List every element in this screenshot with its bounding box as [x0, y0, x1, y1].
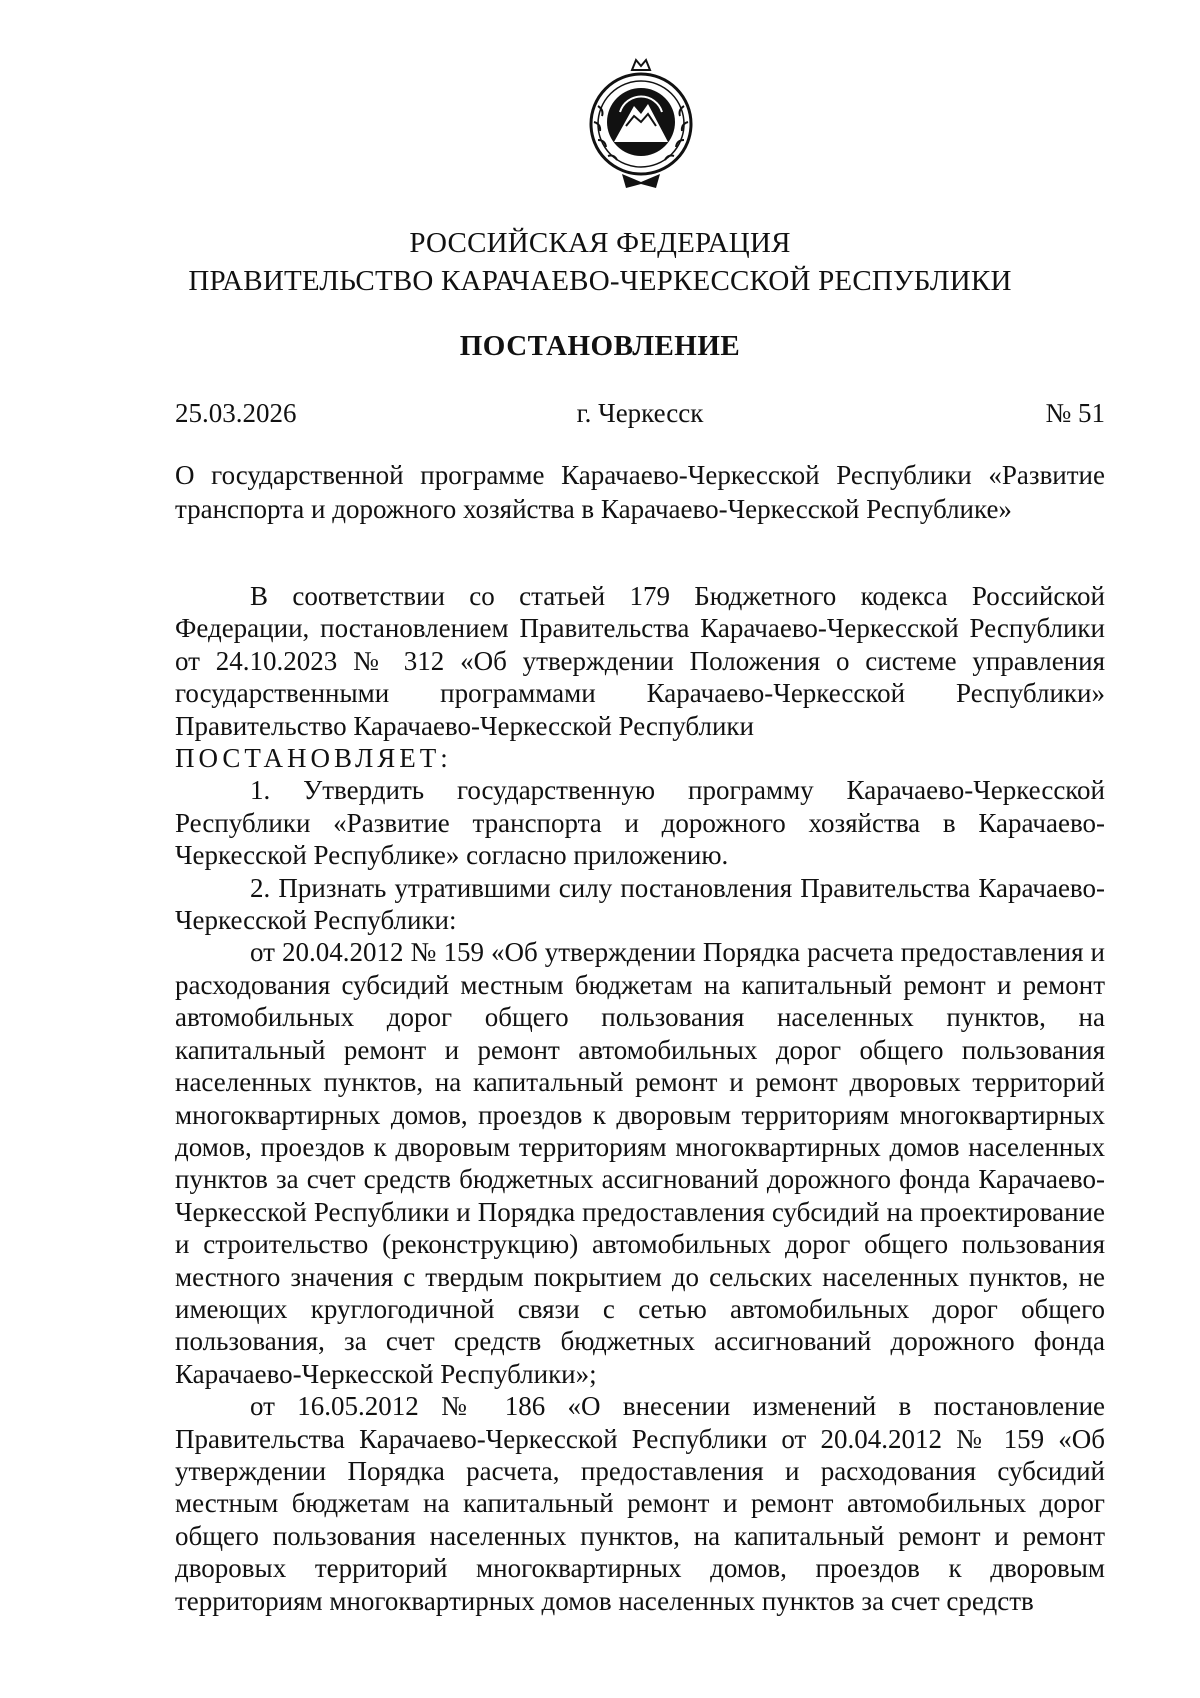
- karachay-cherkessia-coat-of-arms-icon: [576, 56, 706, 206]
- document-date: 25.03.2026: [175, 398, 297, 428]
- government-heading: ПРАВИТЕЛЬСТВО КАРАЧАЕВО-ЧЕРКЕССКОЙ РЕСПУБЛИКИ: [188, 265, 1012, 297]
- document-title: О государственной программе Карачаево-Черкесской Республики «Развитие транспорта и дорожного хозяйства в Карачаево-Черкесской Республике»: [175, 460, 1105, 524]
- decree-word: ПОСТАНОВЛЯЕТ:: [175, 743, 452, 774]
- document-meta: [175, 398, 1105, 432]
- item-2-paragraph: 2. Признать утратившими силу постановления Правительства Карачаево-Черкесской Республики:: [175, 872, 1105, 936]
- country-heading: РОССИЙСКАЯ ФЕДЕРАЦИЯ: [409, 227, 791, 259]
- item-2b-paragraph: от 16.05.2012 № 186 «О внесении изменений в постановление Правительства Карачаево-Черкесской Республики от 20.04.2012 № 159 «Об утверждении Порядка расчета, предоставления и расходования субсидий местным бюджетам на капитальный ремонт и ремонт автомобильных дорог общего пользования населенных пунктов, на капитальный ремонт и ремонт дворовых территорий многоквартирных домов, проездов к дворовым территориям многоквартирных домов населенных пунктов за счет средств: [175, 1391, 1105, 1616]
- preamble-paragraph: В соответствии со статьей 179 Бюджетного кодекса Российской Федерации, постановлением Правительства Карачаево-Черкесской Республики от 24.10.2023 № 312 «Об утверждении Положения о системе управления государственными программами Карачаево-Черкесской Республики» Правительство Карачаево-Черкесской Республики: [175, 581, 1105, 741]
- document-body: [175, 580, 1105, 1617]
- document-city: г. Черкесск: [576, 398, 704, 428]
- document-number: № 51: [1045, 398, 1105, 428]
- item-1-paragraph: 1. Утвердить государственную программу Карачаево-Черкесской Республики «Развитие транспорта и дорожного хозяйства в Карачаево-Черкесской Республике» согласно приложению.: [175, 775, 1105, 871]
- document-type: ПОСТАНОВЛЕНИЕ: [459, 330, 741, 362]
- item-2a-paragraph: от 20.04.2012 № 159 «Об утверждении Порядка расчета предоставления и расходования субсидий местным бюджетам на капитальный ремонт и ремонт автомобильных дорог общего пользования населенных пунктов, на капитальный ремонт и ремонт автомобильных дорог общего пользования населенных пунктов, на капитальный ремонт и ремонт дворовых территорий многоквартирных домов, проездов к дворовым территориям многоквартирных домов, проездов к дворовым территориям многоквартирных домов населенных пунктов за счет средств бюджетных ассигнований дорожного фонда Карачаево-Черкесской Республики и Порядка предоставления субсидий на проектирование и строительство (реконструкцию) автомобильных дорог общего пользования местного значения с твердым покрытием до сельских населенных пунктов, не имеющих круглогодичной связи с сетью автомобильных дорог общего пользования, за счет средств бюджетных ассигнований дорожного фонда Карачаево-Черкесской Республики»;: [175, 937, 1105, 1389]
